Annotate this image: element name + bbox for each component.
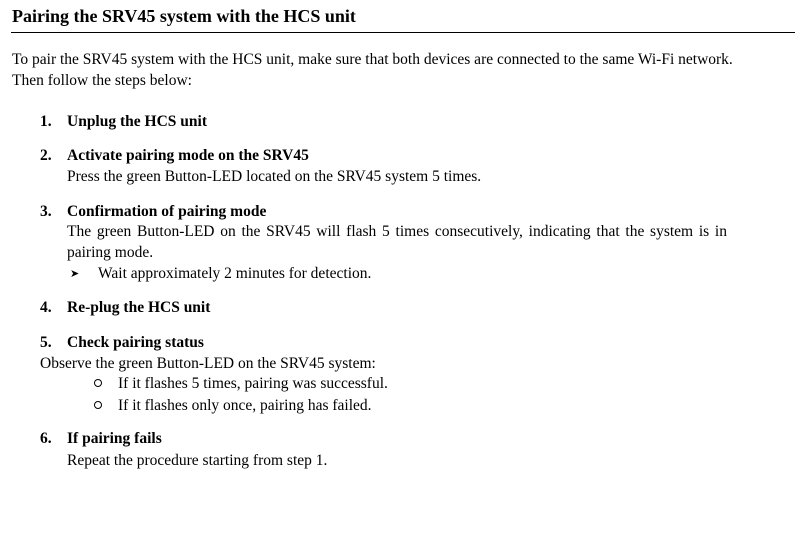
title-divider	[11, 32, 795, 33]
step-number: 3.	[40, 203, 52, 220]
intro-paragraph: To pair the SRV45 system with the HCS unit, make sure that both devices are connected to the same Wi-Fi network. Then follow the steps below:	[12, 51, 733, 89]
list-item	[94, 373, 388, 394]
step-3	[40, 201, 266, 222]
step-number: 5.	[40, 334, 52, 351]
step-5-body: Observe the green Button-LED on the SRV45 system:	[40, 355, 376, 372]
step-number: 2.	[40, 147, 52, 164]
step-6	[40, 428, 162, 449]
step-title: Activate pairing mode on the SRV45	[67, 147, 309, 164]
arrowhead-bullet-icon: ➤	[70, 268, 80, 280]
hollow-circle-bullet-icon	[94, 401, 102, 409]
step-6-body: Repeat the procedure starting from step 1.	[67, 452, 328, 469]
list-item	[94, 395, 372, 416]
list-item-text: If it flashes 5 times, pairing was successful.	[118, 375, 388, 392]
step-2	[40, 145, 309, 166]
step-number: 4.	[40, 299, 52, 316]
step-1	[40, 111, 207, 132]
hollow-circle-bullet-icon	[94, 379, 102, 387]
step-number: 1.	[40, 113, 52, 130]
step-4	[40, 297, 210, 318]
step-3-body: The green Button-LED on the SRV45 will flash 5 times consecutively, indicating that the system is in pairing mode.	[67, 223, 727, 261]
step-title: Unplug the HCS unit	[67, 113, 207, 130]
step-number: 6.	[40, 430, 52, 447]
step-5	[40, 332, 204, 353]
step-title: Re-plug the HCS unit	[67, 299, 211, 316]
step-3-note-text: Wait approximately 2 minutes for detection.	[98, 265, 372, 282]
page-title: Pairing the SRV45 system with the HCS unit	[12, 6, 356, 26]
step-title: Confirmation of pairing mode	[67, 203, 267, 220]
list-item-text: If it flashes only once, pairing has failed.	[118, 397, 372, 414]
step-title: Check pairing status	[67, 334, 204, 351]
step-3-note	[70, 263, 371, 285]
step-2-body: Press the green Button-LED located on the SRV45 system 5 times.	[67, 168, 482, 185]
step-title: If pairing fails	[67, 430, 162, 447]
